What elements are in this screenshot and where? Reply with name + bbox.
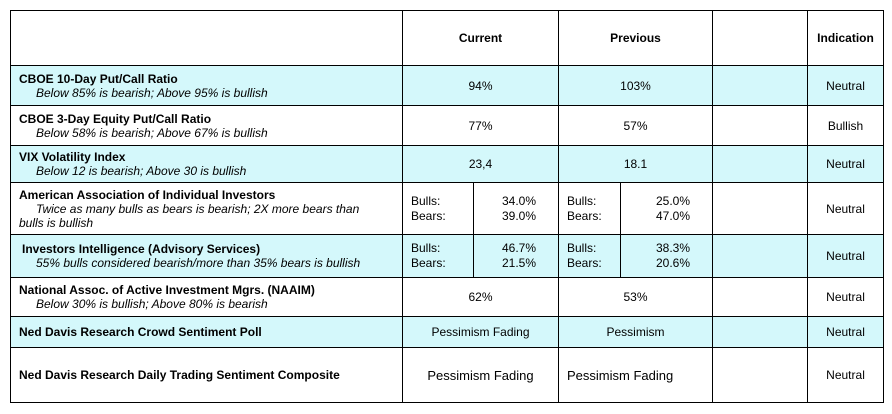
previous-value: 103% <box>559 66 713 106</box>
previous-labels <box>559 235 621 278</box>
current-value: 62% <box>403 278 559 317</box>
current-values <box>474 183 559 235</box>
bulls-value: 25.0% <box>655 193 691 208</box>
header-label-cell <box>11 11 403 66</box>
previous-value: 53% <box>559 278 713 317</box>
indicator-note: Below 58% is bearish; Above 67% is bullish <box>36 125 268 140</box>
blank-cell <box>713 317 808 348</box>
bulls-label: Bulls: <box>411 193 441 208</box>
previous-values <box>621 183 713 235</box>
indicator-title: VIX Volatility Index <box>19 150 126 164</box>
bulls-value: 34.0% <box>501 193 536 208</box>
indicator-title: CBOE 10-Day Put/Call Ratio <box>19 71 178 86</box>
current-labels <box>403 183 474 235</box>
current-value: 77% <box>403 106 559 146</box>
header-current: Current <box>403 11 559 66</box>
bulls-label: Bulls: <box>411 241 441 255</box>
blank-cell <box>713 348 808 403</box>
bears-label: Bears: <box>567 208 602 223</box>
indicator-title: Investors Intelligence (Advisory Services) <box>22 242 261 256</box>
indicator-title: Ned Davis Research Daily Trading Sentiment Composite <box>19 368 340 382</box>
blank-cell <box>713 183 808 235</box>
bulls-value: 38.3% <box>655 241 691 255</box>
indicator-title: CBOE 3-Day Equity Put/Call Ratio <box>19 111 212 126</box>
blank-cell <box>713 66 808 106</box>
bulls-value: 46.7% <box>501 241 536 255</box>
indication-value: Neutral <box>808 317 884 348</box>
blank-cell <box>713 278 808 317</box>
current-value: 23,4 <box>403 146 559 183</box>
previous-labels <box>559 183 621 235</box>
table-row <box>11 235 884 278</box>
previous-value: Pessimism <box>559 317 713 348</box>
sentiment-grid <box>10 10 884 403</box>
current-values <box>474 235 559 278</box>
previous-values <box>621 235 713 278</box>
indicator-cell <box>11 183 403 235</box>
indication-value: Bullish <box>808 106 884 146</box>
indicator-note: Below 85% is bearish; Above 95% is bullish <box>36 85 268 100</box>
header-indication: Indication <box>808 11 884 66</box>
bulls-label: Bulls: <box>567 241 597 255</box>
indicator-cell <box>11 235 403 278</box>
bears-value: 47.0% <box>655 208 691 223</box>
blank-cell <box>713 106 808 146</box>
indication-value: Neutral <box>808 146 884 183</box>
current-value: 94% <box>403 66 559 106</box>
table-row <box>11 106 884 146</box>
indicator-note: 55% bulls considered bearish/more than 35% bears is bullish <box>36 256 361 270</box>
current-value: Pessimism Fading <box>403 348 559 403</box>
table-row <box>11 66 884 106</box>
indicator-cell <box>11 278 403 317</box>
table-row <box>11 146 884 183</box>
indicator-note: Twice as many bulls as bears is bearish; 2X more bears than <box>36 201 360 216</box>
blank-cell <box>713 146 808 183</box>
bears-label: Bears: <box>411 208 446 223</box>
indicator-note: Below 30% is bullish; Above 80% is bearish <box>36 297 268 311</box>
sentiment-table <box>10 10 883 403</box>
indicator-title: National Assoc. of Active Investment Mgrs. (NAAIM) <box>19 283 315 297</box>
header-previous: Previous <box>559 11 713 66</box>
indicator-cell <box>11 66 403 106</box>
current-labels <box>403 235 474 278</box>
indication-value: Neutral <box>808 183 884 235</box>
bears-value: 20.6% <box>655 256 691 270</box>
indicator-cell <box>11 348 403 403</box>
indicator-cell <box>11 106 403 146</box>
table-row <box>11 183 884 235</box>
table-row <box>11 317 884 348</box>
indicator-cell <box>11 146 403 183</box>
indicator-title: Ned Davis Research Crowd Sentiment Poll <box>19 325 262 339</box>
header-row <box>11 11 884 66</box>
indicator-title: American Association of Individual Investors <box>19 187 276 202</box>
bulls-label: Bulls: <box>567 193 597 208</box>
indicator-note: Below 12 is bearish; Above 30 is bullish <box>36 164 247 178</box>
previous-value: 57% <box>559 106 713 146</box>
current-value: Pessimism Fading <box>403 317 559 348</box>
indicator-cell <box>11 317 403 348</box>
bears-label: Bears: <box>567 256 602 270</box>
bears-label: Bears: <box>411 256 446 270</box>
indication-value: Neutral <box>808 235 884 278</box>
table-row <box>11 278 884 317</box>
bears-value: 39.0% <box>501 208 536 223</box>
previous-value: 18.1 <box>559 146 713 183</box>
table-row <box>11 348 884 403</box>
bears-value: 21.5% <box>501 256 536 270</box>
indication-value: Neutral <box>808 278 884 317</box>
indication-value: Neutral <box>808 348 884 403</box>
blank-cell <box>713 235 808 278</box>
indication-value: Neutral <box>808 66 884 106</box>
indicator-note-continued: bulls is bullish <box>19 215 94 230</box>
header-blank <box>713 11 808 66</box>
previous-value: Pessimism Fading <box>559 348 713 403</box>
